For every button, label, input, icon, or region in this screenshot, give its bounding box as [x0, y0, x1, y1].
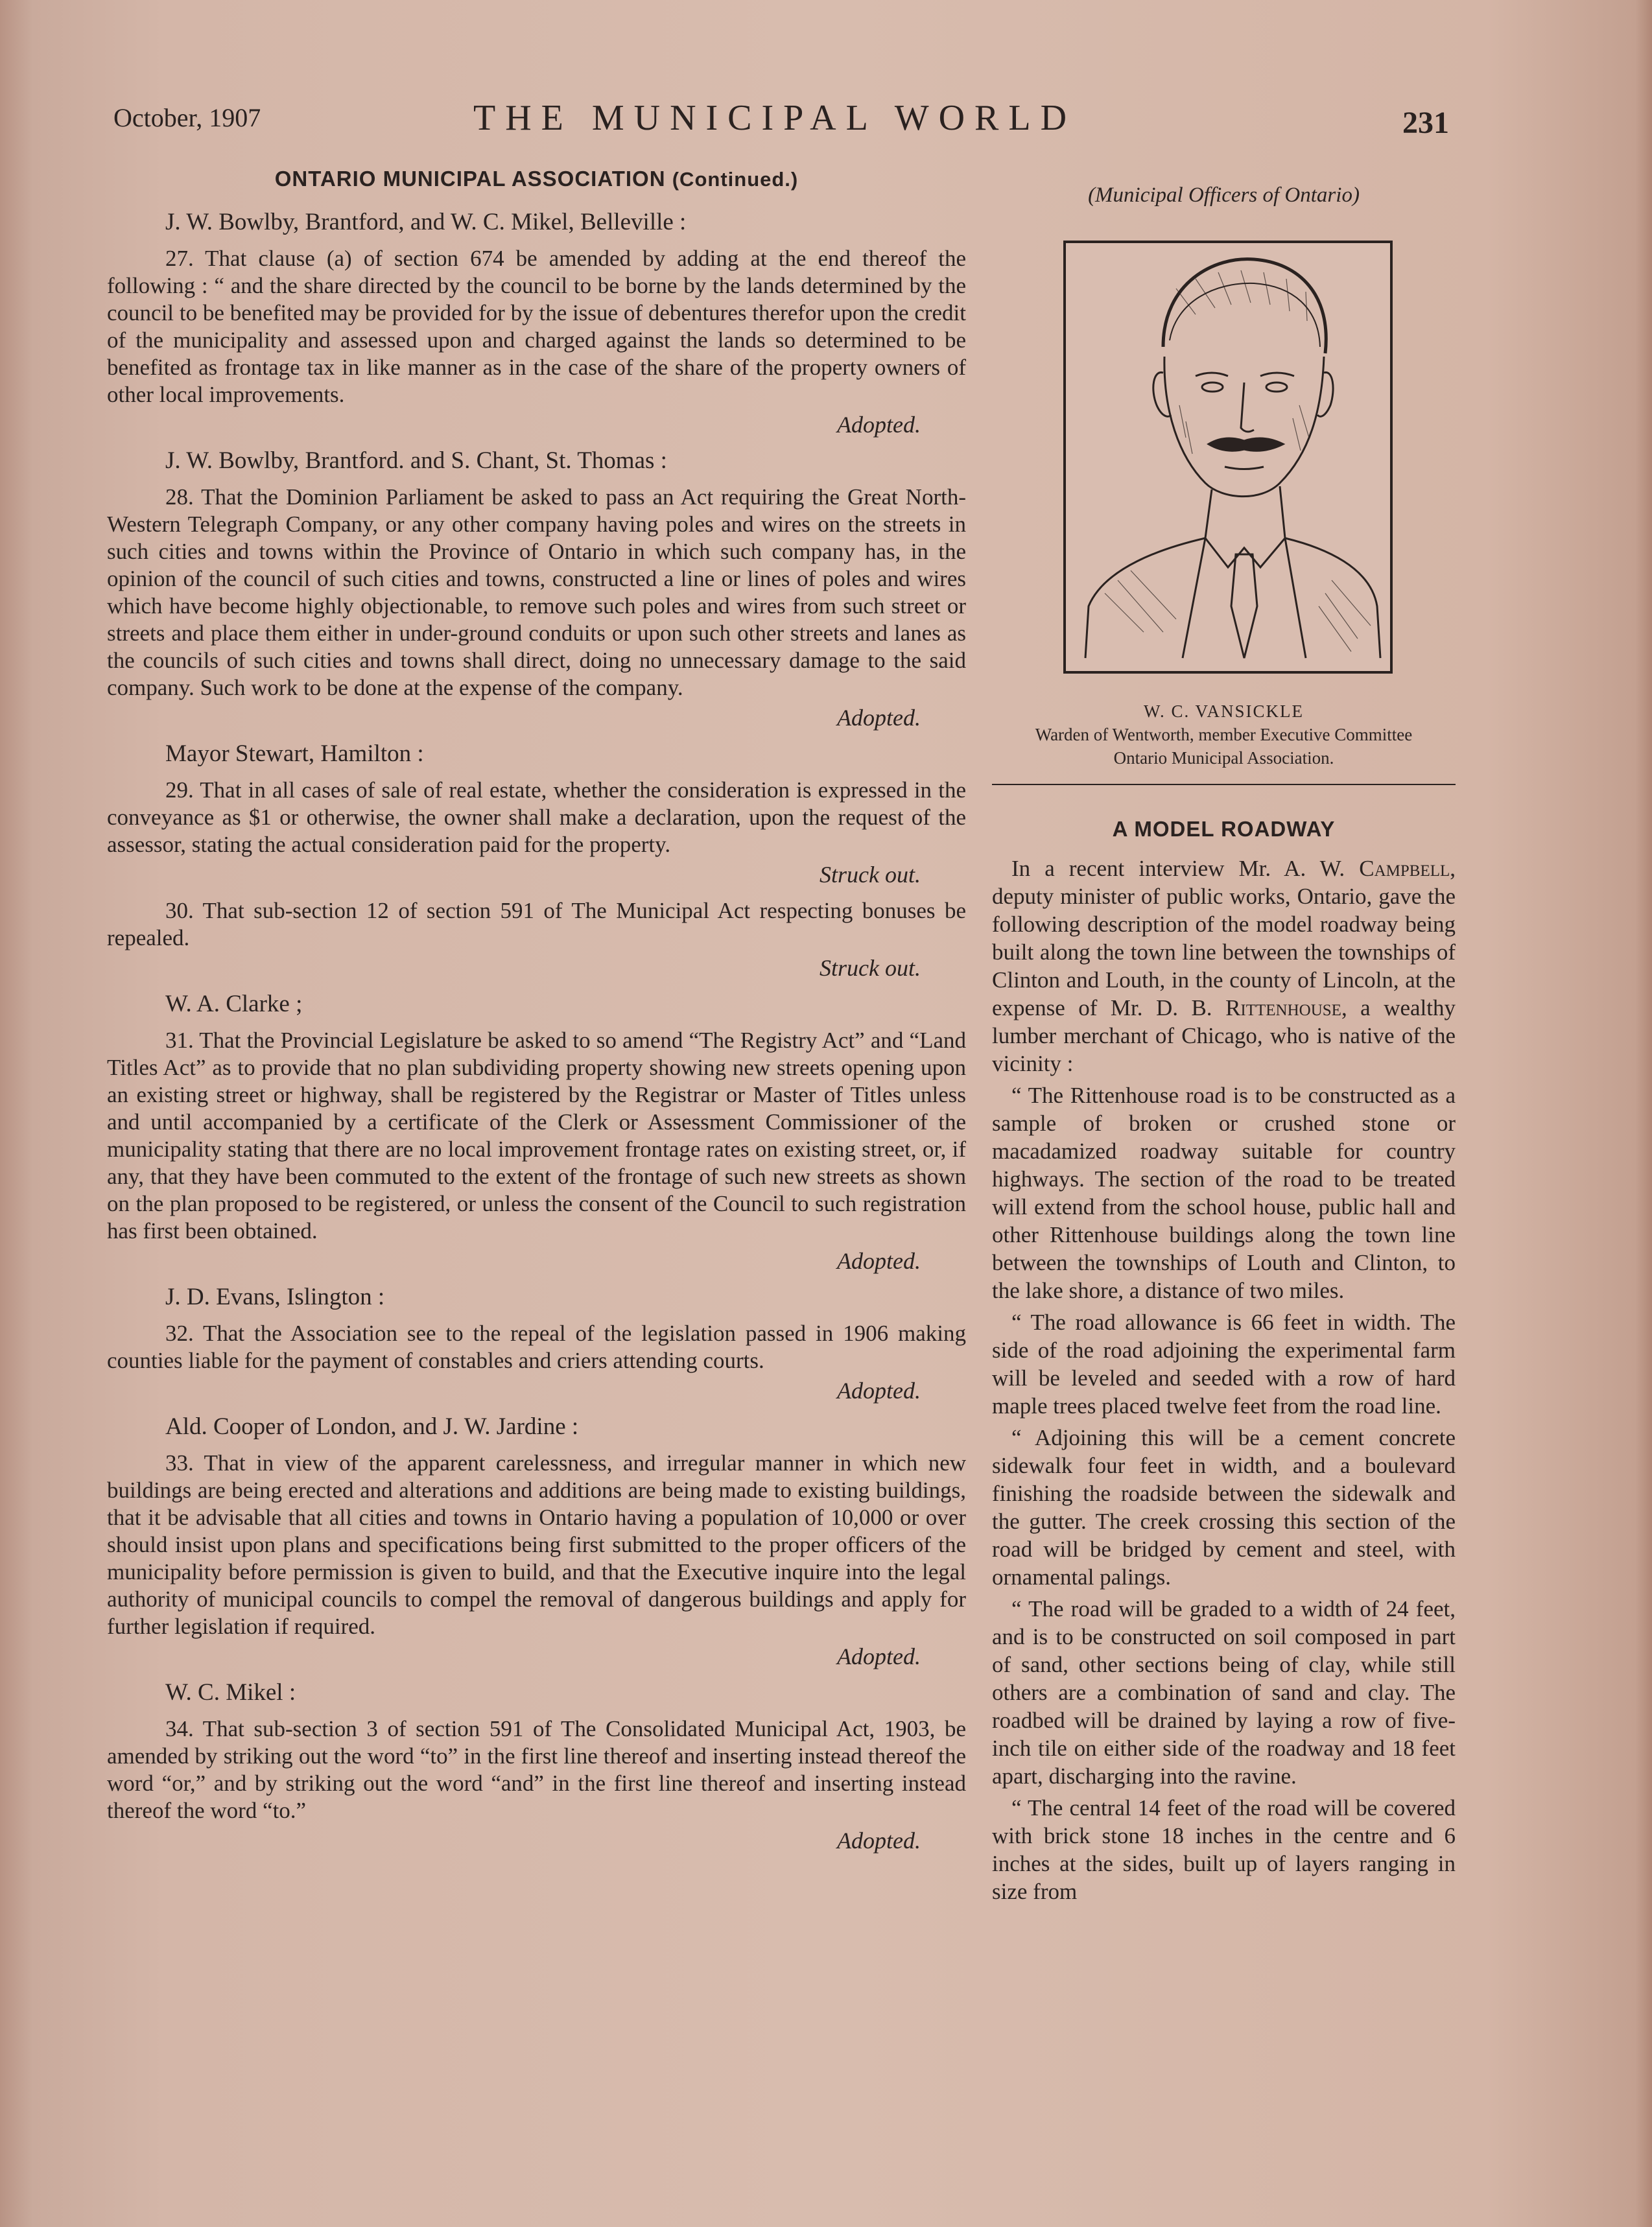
mover-line: W. A. Clarke ;	[165, 991, 303, 1017]
mover-line: Mayor Stewart, Hamilton :	[165, 740, 424, 767]
mover-line: J. W. Bowlby, Brantford, and W. C. Mikel, Belleville :	[165, 209, 687, 235]
mover-line: J. D. Evans, Islington :	[165, 1284, 385, 1310]
article-paragraph: “ The road will be graded to a width of 24 feet, and is to be constructed on soil composed in part of sand, other sections being of clay, while still others are a combination of sand and clay. The roadbed will be drained by laying a row of five-inch tile on either side of the roadway and 18 feet apart, discharging into the ravine.	[992, 1596, 1456, 1789]
resolution-text: 31. That the Provincial Legislature be asked to so amend “The Registry Act” and “Land Titles Act” as to provide that no plan subdividing property showing new streets opening upon an existing street or highway, shall be registered by the Registrar or Master of Titles unless and until accompanied by a certificate of the Clerk or Assessment Commissioner of the municipality stating that there are no local improvement frontage rates on existing street, or, if any, that they have been commuted to the extent of the frontage of such new streets as shown on the plan proposed to be registered, or unless the consent of the Council to such registration has first been obtained.	[107, 1028, 966, 1243]
masthead: THE MUNICIPAL WORLD	[473, 98, 1077, 138]
article-text: , a wealthy lumber merchant of Chicago, who is native of the vicinity :	[992, 995, 1456, 1076]
portrait-caption	[992, 700, 1456, 770]
resolution-text: 27. That clause (a) of section 674 be amended by adding at the end thereof the following : “ and the share directed by the council to be borne by the lands determined by the council to be benefited may be provided for by the issue of debentures therefor upon the credit of the municipality and assessed upon and charged against the lands so determined to be benefited as frontage tax in like manner as in the case of the share of the property owners of other local improvements.	[107, 246, 966, 407]
mover-line: J. W. Bowlby, Brantford. and S. Chant, St. Thomas :	[165, 447, 667, 474]
portrait-caption-line: Warden of Wentworth, member Executive Committee	[1035, 725, 1413, 744]
resolution-verdict: Adopted.	[837, 1828, 921, 1854]
article-title: A MODEL ROADWAY	[1112, 817, 1336, 841]
right-column	[992, 182, 1456, 1909]
resolution-verdict: Struck out.	[820, 862, 921, 888]
mover-line: Ald. Cooper of London, and J. W. Jardine :	[165, 1413, 579, 1440]
article-paragraph: “ The central 14 feet of the road will be covered with brick stone 18 inches in the centre and 6 inches at the sides, built up of layers ranging in size from	[992, 1795, 1456, 1904]
portrait-engraving	[1063, 241, 1393, 674]
page-number: 231	[1402, 106, 1449, 140]
issue-date: October, 1907	[113, 103, 261, 132]
resolution-verdict: Adopted.	[837, 705, 921, 731]
person-name: Campbell	[1359, 856, 1450, 881]
resolution-text: 28. That the Dominion Parliament be asked to pass an Act requiring the Great North-Western Telegraph Company, or any other company having poles and wires on the streets in such cities and towns within the Province of Ontario in which such company has, in the opinion of the council of such cities and towns, constructed a line or lines of poles and wires which have become highly objectionable, to remove such poles and wires from such street or streets and place them either in under-ground conduits or upon such other streets and lanes as the councils of such cities and towns shall direct, doing no unnecessary damage to the said company. Such work to be done at the expense of the company.	[107, 484, 966, 700]
section-title-text: ONTARIO MUNICIPAL ASSOCIATION	[274, 167, 666, 191]
page-header	[113, 97, 1449, 149]
resolution-text: 29. That in all cases of sale of real estate, whether the consideration is expressed in the conveyance as $1 or otherwise, the owner shall make a declaration, upon the request of the assessor, stating the actual consideration paid for the property.	[107, 777, 966, 857]
resolution-group	[107, 1284, 966, 1404]
divider	[992, 784, 1456, 785]
resolution-verdict: Adopted.	[837, 412, 921, 438]
series-caption: (Municipal Officers of Ontario)	[1088, 183, 1360, 207]
resolution-verdict: Adopted.	[837, 1644, 921, 1669]
article-text: , deputy minister of public works, Ontario, gave the following description of the model roadway being built along the town line between the townships of Clinton and Louth, in the county of Lincoln, at the expense of Mr. D. B.	[992, 856, 1456, 1020]
resolution-group	[107, 1679, 966, 1854]
article-paragraph: “ Adjoining this will be a cement concrete sidewalk four feet in width, and a boulevard finishing the roadside between the sidewalk and the gutter. The creek crossing this section of the road will be bridged by cement and steel, with ornamental palings.	[992, 1425, 1456, 1590]
resolution-text: 32. That the Association see to the repeal of the legislation passed in 1906 making counties liable for the payment of constables and criers attending courts.	[107, 1321, 966, 1373]
resolution-group	[107, 740, 966, 982]
portrait-name: W. C. VANSICKLE	[1143, 701, 1304, 721]
portrait-caption-line: Ontario Municipal Association.	[1113, 748, 1334, 768]
mover-line: W. C. Mikel :	[165, 1679, 296, 1706]
article-paragraph	[992, 854, 1456, 1078]
resolution-text: 34. That sub-section 3 of section 591 of The Consolidated Municipal Act, 1903, be amended by striking out the word “to” in the first line thereof and inserting instead thereof the word “or,” and by striking out the word “and” in the first line thereof and inserting instead thereof the word “to.”	[107, 1716, 966, 1823]
person-name: Rittenhouse	[1225, 995, 1341, 1020]
resolution-group	[107, 991, 966, 1275]
section-title-continued: (Continued.)	[672, 168, 799, 191]
resolution-verdict: Adopted.	[837, 1248, 921, 1274]
article-text: In a recent interview Mr. A. W.	[1011, 856, 1345, 881]
article-paragraph: “ The Rittenhouse road is to be constructed as a sample of broken or crushed stone or macadamized roadway suitable for country highways. The section of the road to be treated will extend from the school house, public hall and other Rittenhouse buildings along the town line between the townships of Louth and Clinton, to the lake shore, a distance of two miles.	[992, 1083, 1456, 1303]
resolution-verdict: Struck out.	[820, 955, 921, 981]
section-title	[107, 165, 966, 193]
resolution-verdict: Adopted.	[837, 1378, 921, 1404]
resolution-text: 33. That in view of the apparent carelessness, and irregular manner in which new buildings are being erected and alterations and additions are being made to existing buildings, that it be advisable that all cities and towns in Ontario having a population of 10,000 or over should insist upon plans and specifications being first submitted to the proper officers of the municipality before permission is given to build, and that the Executive inquire into the legal authority of municipal councils to compel the removal of dangerous buildings and apply for further legislation if required.	[107, 1450, 966, 1639]
article-paragraph: “ The road allowance is 66 feet in width. The side of the road adjoining the experimental farm will be leveled and seeded with a row of hard maple trees placed twelve feet from the road line.	[992, 1310, 1456, 1419]
portrait-illustration	[1066, 243, 1390, 671]
resolution-group	[107, 1413, 966, 1670]
resolution-group	[107, 447, 966, 731]
resolution-group	[107, 209, 966, 438]
left-column	[107, 165, 966, 1863]
resolution-text: 30. That sub-section 12 of section 591 of The Municipal Act respecting bonuses be repealed.	[107, 898, 966, 950]
